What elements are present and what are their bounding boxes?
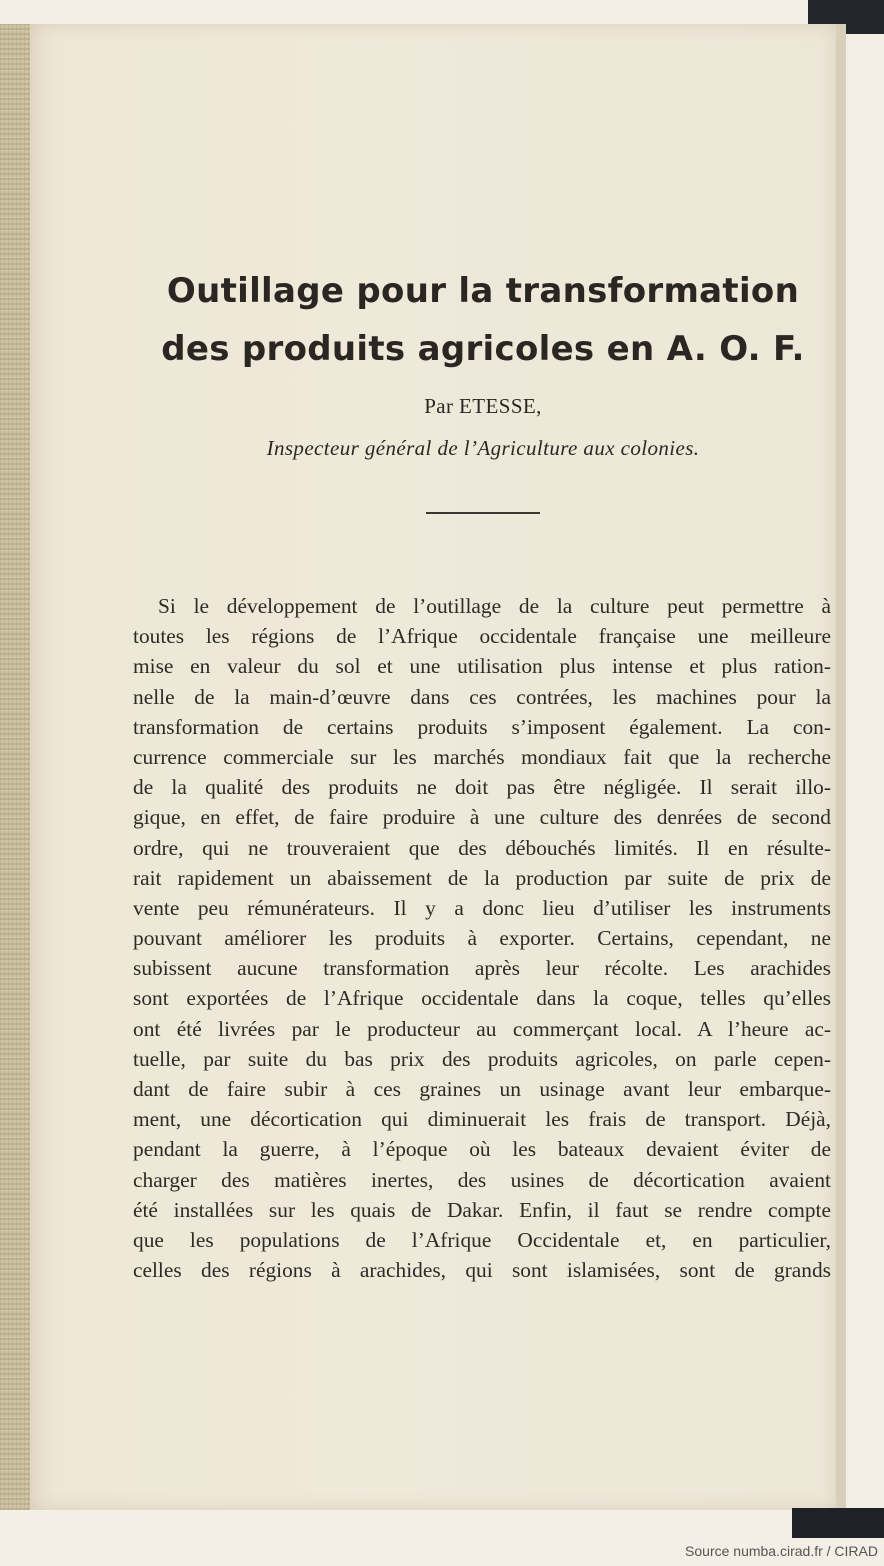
page-edge: [836, 24, 846, 1510]
body-line: toutes les régions de l’Afrique occidentale française une meilleure: [133, 624, 831, 649]
scan-background-bottom: [792, 1508, 884, 1538]
body-line: que les populations de l’Afrique Occidentale et, en particulier,: [133, 1227, 831, 1252]
book-binding-edge: [0, 24, 32, 1510]
body-line: charger des matières inertes, des usines de décortication avaient: [133, 1167, 831, 1192]
body-line: vente peu rémunérateurs. Il y a donc lieu d’utiliser les instruments: [133, 895, 831, 920]
body-line: de la qualité des produits ne doit pas être négligée. Il serait illo-: [133, 775, 831, 800]
body-line: pouvant améliorer les produits à exporter. Certains, cependant, ne: [133, 926, 831, 951]
body-line: mise en valeur du sol et une utilisation plus intense et plus ration-: [133, 654, 831, 679]
title-line-2: des produits agricoles en A. O. F.: [161, 329, 805, 369]
body-line: rait rapidement un abaissement de la production par suite de prix de: [133, 865, 831, 890]
body-line: celles des régions à arachides, qui sont islamisées, sont de grands: [133, 1258, 831, 1283]
body-line: transformation de certains produits s’imposent également. La con-: [133, 714, 831, 739]
body-line: tuelle, par suite du bas prix des produits agricoles, on parle cepen-: [133, 1046, 831, 1071]
author-byline: Par ETESSE,: [424, 394, 542, 418]
article-title: [30, 262, 884, 378]
body-line: subissent aucune transformation après leur récolte. Les arachides: [133, 956, 831, 981]
body-line: sont exportées de l’Afrique occidentale dans la coque, telles qu’elles: [133, 986, 831, 1011]
separator-rule: [426, 512, 540, 514]
body-line: Si le développement de l’outillage de la culture peut permettre à: [158, 594, 831, 618]
body-line: ment, une décortication qui diminuerait les frais de transport. Déjà,: [133, 1107, 831, 1132]
body-line: ordre, qui ne trouveraient que des débouchés limités. Il en résulte-: [133, 835, 831, 860]
author-role: Inspecteur général de l’Agriculture aux colonies.: [266, 436, 700, 460]
body-line: pendant la guerre, à l’époque où les bateaux devaient éviter de: [133, 1137, 831, 1162]
source-credit: Source numba.cirad.fr / CIRAD: [685, 1543, 878, 1559]
body-line: gique, en effet, de faire produire à une culture des denrées de second: [133, 805, 831, 830]
body-line: currence commerciale sur les marchés mondiaux fait que la recherche: [133, 744, 831, 769]
body-line: dant de faire subir à ces graines un usinage avant leur embarque-: [133, 1077, 831, 1101]
body-line: nelle de la main-d’œuvre dans ces contrées, les machines pour la: [133, 684, 831, 709]
body-line: été installées sur les quais de Dakar. Enfin, il faut se rendre compte: [133, 1197, 831, 1222]
title-line-1: Outillage pour la transformation: [166, 271, 800, 311]
body-line: ont été livrées par le producteur au commerçant local. A l’heure ac-: [133, 1016, 831, 1041]
article-body: [133, 591, 831, 1285]
